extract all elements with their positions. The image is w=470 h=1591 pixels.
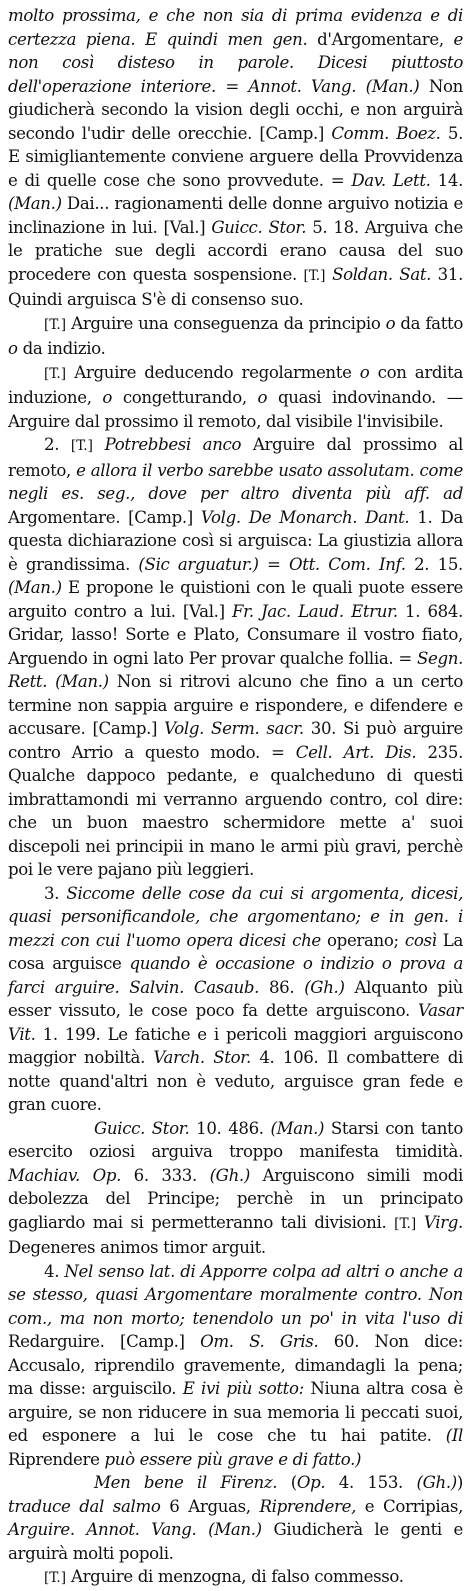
text-run: così bbox=[404, 930, 437, 950]
text-run bbox=[93, 435, 105, 454]
text-run: Siccome delle cose da cui si argomenta, dicesi, quasi personificandole, che argomentano; e in gen. i mezzi con cui l'uomo opera dicesi che bbox=[8, 883, 463, 950]
text-run: 14. bbox=[430, 170, 463, 190]
text-run: o bbox=[257, 388, 268, 407]
text-run: 235. Qualche dappoco pedante, e qualcheduno di questi imbrattamondi mi verranno arguendo contro, col dire: che un buon maestro schermidore mette a' suoi discepoli nei principii in mano le armi più gravi, perchè poi le vere pajano più leggieri. bbox=[8, 742, 463, 879]
text-run: Machiav. Op. bbox=[8, 1165, 122, 1185]
paragraph-deducendo bbox=[8, 361, 463, 434]
text-run: o bbox=[359, 362, 370, 382]
paragraph-menzogna bbox=[8, 1565, 463, 1591]
text-run: molto prossima, e che non sia di prima evidenza e di certezza piena. E quindi men gen. bbox=[8, 6, 463, 49]
text-run: Redarguire. [Camp.] bbox=[8, 1332, 201, 1351]
text-run: [T.] bbox=[303, 267, 326, 284]
paragraph-firenz-citation bbox=[8, 1471, 463, 1565]
text-run: 86. bbox=[259, 977, 305, 997]
text-run: Arguire deducendo regolarmente bbox=[66, 362, 360, 382]
paragraph-guicc-citation bbox=[8, 1117, 463, 1260]
text-run: 10. 486. bbox=[189, 1118, 271, 1138]
text-run: Non giudicherà secondo la vision degli occhi, e non arguirà secondo l'udir delle orecchie. [Camp.] bbox=[8, 76, 463, 143]
text-run: 6. 333. bbox=[121, 1165, 210, 1185]
paragraph-sense-4 bbox=[8, 1260, 463, 1472]
text-run: (Man.) bbox=[270, 1118, 325, 1138]
text-run: Fr. Jac. Laud. Etrur. bbox=[231, 601, 398, 621]
text-run: 30. Si può arguire contro Arrio a questo modo. = bbox=[8, 719, 463, 762]
text-run: 4. bbox=[44, 1261, 65, 1281]
text-run: 4. 106. Il combattere di notte quand'altri non è veduto, arguisce gran fede e gran cuore. bbox=[8, 1048, 463, 1114]
text-run: 5. E simigliantemente conviene arguere della Provvidenza e di quelle cose che sono provvedute. = bbox=[8, 123, 463, 190]
text-run: 1. Da questa dichiarazione così si arguisca: La giustizia allora è grandissima. bbox=[8, 507, 463, 574]
text-run: ) bbox=[456, 1473, 463, 1492]
text-run: (Sic arguatur.) = Ott. Com. Inf. bbox=[138, 554, 406, 574]
text-run: [T.] bbox=[44, 365, 67, 382]
text-run: Arguire dal prossimo al remoto, bbox=[8, 435, 463, 480]
text-run: quasi indovinando. — Arguire dal prossimo il remoto, dal visibile l'invisibile. bbox=[8, 388, 463, 431]
text-run: Virg. bbox=[423, 1212, 463, 1232]
text-run: 60. Non dice: Accusalo, riprendilo gravemente, dimandagli la pena; ma disse: arguiscilo. bbox=[8, 1332, 463, 1398]
text-run: 5. 18. Arguiva che le pratiche sue degli accordi erano causa del suo procedere con questa sospensione. bbox=[8, 217, 463, 284]
text-run: 1. 684. Gridar, lasso! Sorte e Plato, Consumare il vostro fiato, Arguendo in ogni lato Per provar qualche follia. = bbox=[8, 601, 464, 668]
paragraph-definition-intro bbox=[8, 4, 463, 312]
text-run: 4. 153. bbox=[325, 1473, 417, 1492]
text-run: Arguire una conseguenza da principio bbox=[66, 313, 386, 333]
text-run: operano; bbox=[320, 930, 405, 950]
text-run: 6 Arguas, bbox=[160, 1496, 260, 1516]
text-run: Riprendere, bbox=[259, 1496, 356, 1516]
text-run: quando è occasione o indizio o prova a farci arguire. Salvin. Casaub. bbox=[8, 954, 463, 997]
text-run: da indizio. bbox=[17, 339, 106, 358]
text-run: e Corripias, bbox=[356, 1496, 464, 1516]
text-run: E ivi più sotto: bbox=[182, 1379, 304, 1398]
text-run: [T.] bbox=[394, 1215, 417, 1232]
paragraph-conseguenza bbox=[8, 312, 463, 361]
text-run: Arguire di menzogna, di falso commesso. bbox=[66, 1567, 404, 1586]
text-run: Dai... ragionamenti delle donne arguivo notizia e inclinazione in lui. [Val.] bbox=[8, 194, 463, 237]
text-run: o bbox=[385, 313, 396, 333]
text-run: (Man.) bbox=[8, 578, 62, 597]
text-run: [T.] bbox=[70, 438, 93, 454]
text-run: Guicc. Stor. bbox=[94, 1118, 190, 1138]
text-run: d'Argomentare, bbox=[317, 29, 454, 49]
text-run: traduce dal salmo bbox=[8, 1496, 161, 1516]
text-run: Alquanto più esser vissuto, le cose poco fa dette arguiscono. bbox=[8, 977, 463, 1020]
text-run: Arguire. Annot. Vang. (Man.) bbox=[8, 1520, 262, 1539]
text-run: 3. bbox=[44, 883, 67, 903]
text-run: Riprendere bbox=[8, 1449, 105, 1469]
text-run: Giudicherà le genti e arguirà molti popoli. bbox=[8, 1520, 463, 1563]
text-run: Volg. Serm. sacr. bbox=[164, 719, 304, 738]
text-run: (Gh.) bbox=[209, 1165, 250, 1185]
text-run: Volg. De Monarch. Dant. bbox=[200, 507, 410, 527]
text-run: [T.] bbox=[44, 316, 67, 333]
text-run: Comm. Boez. bbox=[331, 123, 441, 143]
text-run: da fatto bbox=[395, 313, 463, 333]
text-run: (Gh.) bbox=[304, 977, 345, 997]
text-run: con ardita induzione, bbox=[8, 362, 463, 407]
text-run: e allora il verbo sarebbe usato assolutam. come negli es. seg., dove per altro diventa più aff. ad bbox=[8, 460, 463, 503]
text-run: (Gh.) bbox=[416, 1473, 457, 1492]
text-run: Argomentare. [Camp.] bbox=[8, 507, 201, 527]
text-run: Dav. Lett. bbox=[351, 170, 431, 190]
text-run: Om. S. Gris. bbox=[200, 1332, 319, 1351]
text-run: Guicc. Stor. bbox=[211, 217, 307, 237]
text-run: Starsi con tanto esercito oziosi arguiva troppo manifesta timidità. bbox=[8, 1118, 463, 1161]
paragraph-sense-3 bbox=[8, 882, 463, 1117]
paragraph-sense-2 bbox=[8, 433, 463, 882]
text-run: 2. 15. bbox=[405, 554, 463, 574]
text-run: Soldan. Sat. bbox=[332, 264, 432, 284]
text-run: 31. Quindi arguisca S'è di consenso suo. bbox=[8, 264, 463, 309]
text-run: Arguiscono simili modi debolezza del Principe; perchè in un principato gagliardo mai si permetteranno tali divisioni. bbox=[8, 1165, 463, 1232]
text-run: Niuna altra cosa è arguire, se non riducere in sua memoria li peccati suoi, ed esponere a lui le cose che tu hai patite. bbox=[8, 1379, 463, 1445]
text-run bbox=[416, 1213, 424, 1232]
text-run: Nel senso lat. di Apporre colpa ad altri o anche a se stesso, quasi Argomentare moralmente contro. Non com., ma non morto; tenendolo un po' in vita l'uso di bbox=[8, 1261, 463, 1328]
text-run: (Man.) bbox=[8, 194, 62, 213]
text-run: 1. 199. Le fatiche e i pericoli maggiori arguiscono maggior nobiltà. bbox=[8, 1024, 463, 1067]
text-run: 2. bbox=[44, 435, 71, 454]
text-run: E propone le quistioni con le quali puote essere arguito contro a lui. [Val.] bbox=[8, 578, 463, 621]
text-run: Degeneres animos timor arguit. bbox=[8, 1238, 266, 1257]
text-run: Vasar Vit. bbox=[8, 1001, 463, 1044]
text-run: (Il bbox=[445, 1426, 463, 1445]
text-run: La cosa arguisce bbox=[8, 930, 464, 973]
text-run: Varch. Stor. bbox=[153, 1048, 251, 1067]
text-run: Segn. Rett. (Man.) bbox=[8, 648, 463, 691]
text-run: può essere più grave e di fatto.) bbox=[104, 1449, 362, 1469]
text-run: Non si ritrovi alcuno che fino a un certo termine non sappia arguire e rispondere, e difendere e accusare. [Camp.] bbox=[8, 672, 463, 738]
text-run: Men bene il Firenz. bbox=[94, 1473, 278, 1492]
text-run: [T.] bbox=[44, 1570, 67, 1586]
text-run: o bbox=[8, 339, 18, 358]
text-run: Cell. Art. Dis. bbox=[295, 742, 417, 762]
text-run: congetturando, bbox=[112, 388, 258, 407]
text-run: Op. bbox=[296, 1473, 326, 1492]
text-run: Potrebbesi anco bbox=[104, 435, 242, 454]
text-run: o bbox=[102, 388, 113, 407]
text-run: ( bbox=[277, 1473, 297, 1492]
text-run: e non così disteso in parole. Dicesi piuttosto dell'operazione interiore. = Annot. Vang. (Man.) bbox=[8, 29, 463, 96]
